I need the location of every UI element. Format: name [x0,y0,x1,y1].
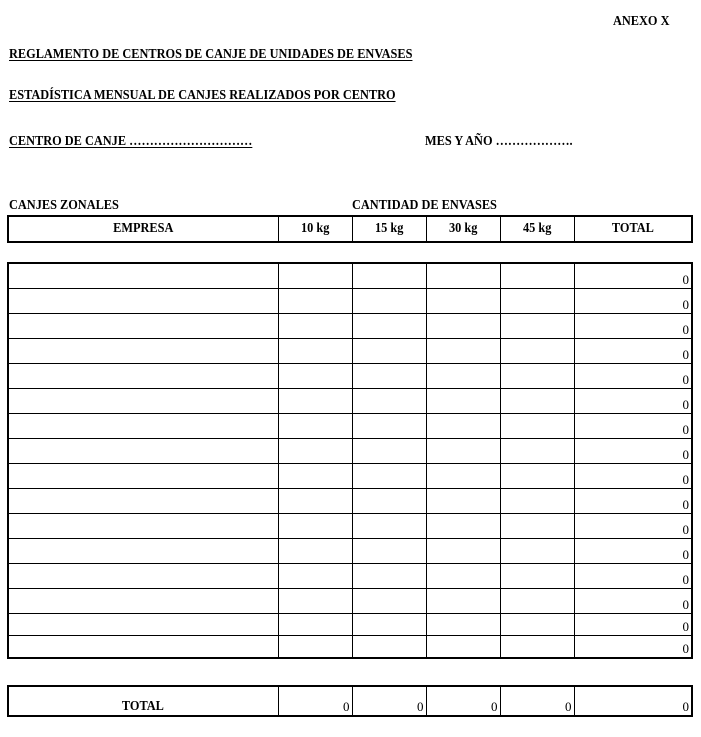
table-row [8,339,692,364]
row-total-cell: 0 [574,339,692,364]
row-total-cell: 0 [574,289,692,314]
kg15-cell [352,289,426,314]
table-row [8,564,692,589]
kg30-cell [426,539,500,564]
kg10-cell [278,389,352,414]
kg45-cell [500,263,574,289]
kg10-cell [278,564,352,589]
kg10-cell [278,589,352,614]
kg30-cell [426,314,500,339]
kg10-cell [278,614,352,636]
col-header-10kg: 10 kg [278,216,352,242]
empresa-cell [8,614,278,636]
row-total-cell: 0 [574,389,692,414]
empresa-cell [8,589,278,614]
kg45-cell [500,614,574,636]
table-row [8,314,692,339]
kg10-cell [278,289,352,314]
table-row [8,614,692,636]
table-row [8,514,692,539]
empresa-cell [8,364,278,389]
table-row [8,464,692,489]
kg45-cell [500,364,574,389]
kg30-cell [426,589,500,614]
kg45-cell [500,489,574,514]
col-header-45kg: 45 kg [500,216,574,242]
kg15-cell [352,539,426,564]
totals-table [7,685,693,717]
row-total-cell: 0 [574,514,692,539]
empresa-cell [8,539,278,564]
kg30-cell [426,636,500,659]
kg45-cell [500,539,574,564]
table-row [8,539,692,564]
kg30-cell [426,364,500,389]
kg30-cell [426,514,500,539]
kg15-cell [352,414,426,439]
table-row [8,289,692,314]
col-header-total: TOTAL [574,216,692,242]
kg30-cell [426,439,500,464]
empresa-cell [8,263,278,289]
kg30-cell [426,564,500,589]
kg45-cell [500,636,574,659]
kg30-cell [426,464,500,489]
centro-de-canje-label: CENTRO DE CANJE ………………………… [9,134,253,149]
kg15-cell [352,314,426,339]
row-total-cell: 0 [574,439,692,464]
kg45-cell [500,414,574,439]
row-total-cell: 0 [574,614,692,636]
kg15-cell [352,464,426,489]
table-row [8,263,692,289]
kg30-cell [426,414,500,439]
table-row [8,489,692,514]
kg45-cell [500,564,574,589]
col-header-30kg: 30 kg [426,216,500,242]
row-total-cell: 0 [574,636,692,659]
kg10-cell [278,464,352,489]
table-row [8,439,692,464]
annex-label: ANEXO X [613,14,670,29]
kg30-cell [426,614,500,636]
kg10-cell [278,489,352,514]
empresa-cell [8,414,278,439]
empresa-cell [8,489,278,514]
row-total-cell: 0 [574,263,692,289]
kg10-cell [278,364,352,389]
cantidad-envases-label: CANTIDAD DE ENVASES [352,198,497,213]
table-row [8,636,692,659]
kg45-cell [500,514,574,539]
kg10-cell [278,514,352,539]
kg45-cell [500,389,574,414]
kg15-cell [352,439,426,464]
section-canjes-zonales: CANJES ZONALES [9,198,119,213]
kg15-cell [352,389,426,414]
title-statistics: ESTADÍSTICA MENSUAL DE CANJES REALIZADOS POR CENTRO [9,88,396,103]
row-total-cell: 0 [574,314,692,339]
kg15-cell [352,339,426,364]
col-header-15kg: 15 kg [352,216,426,242]
grand-total: 0 [574,686,692,716]
totals-label: TOTAL [8,686,278,716]
kg30-cell [426,489,500,514]
kg10-cell [278,263,352,289]
table-row [8,414,692,439]
empresa-cell [8,514,278,539]
kg45-cell [500,289,574,314]
kg15-cell [352,364,426,389]
kg15-cell [352,564,426,589]
empresa-cell [8,464,278,489]
total-45kg: 0 [500,686,574,716]
empresa-cell [8,636,278,659]
table-row [8,364,692,389]
kg30-cell [426,263,500,289]
kg30-cell [426,389,500,414]
title-regulation: REGLAMENTO DE CENTROS DE CANJE DE UNIDADES DE ENVASES [9,47,413,62]
col-header-empresa: EMPRESA [8,216,278,242]
kg30-cell [426,289,500,314]
table-row [8,589,692,614]
empresa-cell [8,389,278,414]
kg30-cell [426,339,500,364]
row-total-cell: 0 [574,539,692,564]
kg10-cell [278,414,352,439]
table-row [8,389,692,414]
total-10kg: 0 [278,686,352,716]
row-total-cell: 0 [574,364,692,389]
kg15-cell [352,589,426,614]
kg45-cell [500,314,574,339]
data-table [7,262,693,659]
total-30kg: 0 [426,686,500,716]
kg10-cell [278,314,352,339]
empresa-cell [8,289,278,314]
row-total-cell: 0 [574,464,692,489]
empresa-cell [8,564,278,589]
kg15-cell [352,614,426,636]
empresa-cell [8,439,278,464]
kg15-cell [352,263,426,289]
kg15-cell [352,514,426,539]
kg45-cell [500,464,574,489]
header-table [7,215,693,243]
kg45-cell [500,589,574,614]
kg15-cell [352,636,426,659]
row-total-cell: 0 [574,564,692,589]
kg10-cell [278,439,352,464]
empresa-cell [8,314,278,339]
mes-y-anio-label: MES Y AÑO ………………. [425,134,573,149]
kg45-cell [500,339,574,364]
kg10-cell [278,539,352,564]
kg45-cell [500,439,574,464]
kg10-cell [278,636,352,659]
kg15-cell [352,489,426,514]
row-total-cell: 0 [574,589,692,614]
row-total-cell: 0 [574,489,692,514]
row-total-cell: 0 [574,414,692,439]
total-15kg: 0 [352,686,426,716]
empresa-cell [8,339,278,364]
kg10-cell [278,339,352,364]
